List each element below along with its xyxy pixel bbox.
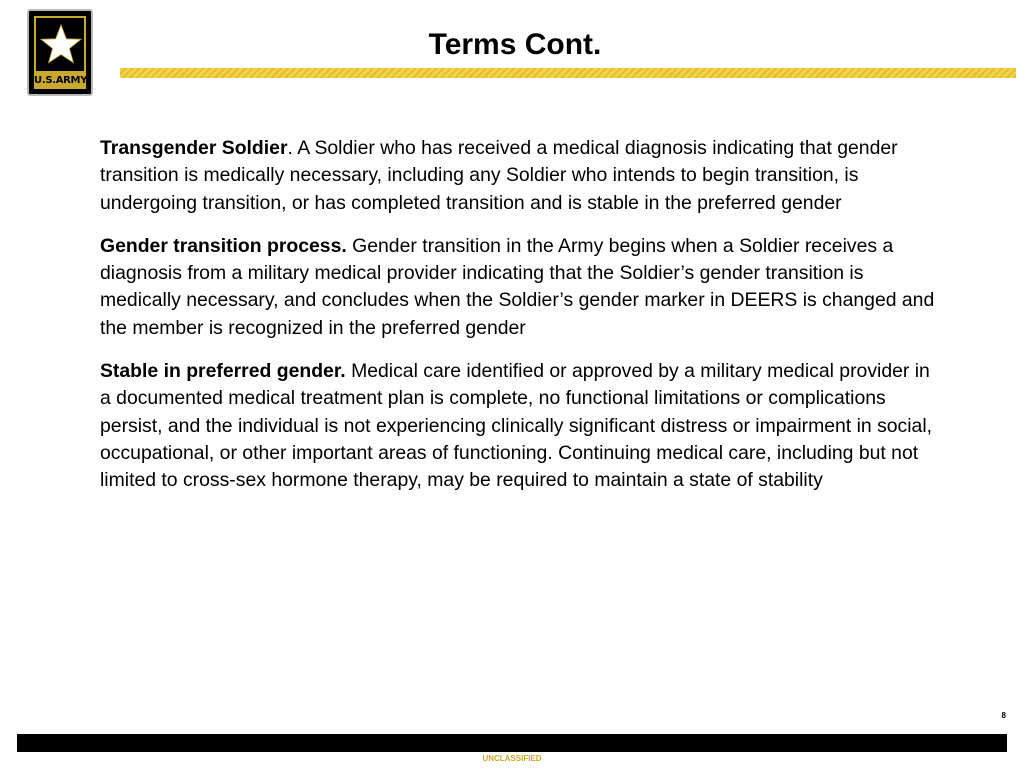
definition-term: Stable in preferred gender. bbox=[100, 360, 346, 383]
definitions-body bbox=[100, 135, 940, 511]
definition-separator: . bbox=[287, 137, 298, 159]
logo-wordmark: U.S.ARMY bbox=[34, 72, 86, 89]
definition-gender-transition-process bbox=[100, 233, 940, 342]
star-icon bbox=[40, 23, 82, 65]
page-number: 8 bbox=[1001, 711, 1006, 720]
title-underline-rule bbox=[120, 68, 1016, 78]
definition-text: Gender transition in the Army begins when a Soldier receives a diagnosis from a military medical provider indicating that the Soldier’s gender transition is medically necessary, and concludes when the Soldier’s gender marker in DEERS is changed and the member is recognized in the preferred gender bbox=[100, 234, 935, 339]
logo-star-frame bbox=[34, 16, 86, 73]
definition-term: Gender transition process. bbox=[100, 234, 347, 257]
us-army-logo bbox=[27, 9, 93, 96]
definition-term: Transgender Soldier bbox=[100, 137, 288, 159]
classification-marking: UNCLASSIFIED bbox=[482, 754, 542, 763]
footer-bar bbox=[17, 734, 1007, 752]
definition-text: A Soldier who has received a medical diagnosis indicating that gender transition is medically necessary, including any Soldier who intends to begin transition, is undergoing transition, or has completed transition and is stable in the preferred gender bbox=[100, 137, 898, 214]
definition-transgender-soldier bbox=[100, 135, 940, 217]
definition-text: Medical care identified or approved by a military medical provider in a documented medical treatment plan is complete, no functional limitations or complications persist, and the individual is not experiencing clinically significant distress or impairment in social, occupational, or other important areas of functioning. Continuing medical care, including but not limited to cross-sex hormone therapy, may be required to maintain a state of stability bbox=[100, 360, 933, 492]
definition-stable-in-preferred-gender bbox=[100, 358, 940, 494]
page-title: Terms Cont. bbox=[428, 28, 602, 61]
